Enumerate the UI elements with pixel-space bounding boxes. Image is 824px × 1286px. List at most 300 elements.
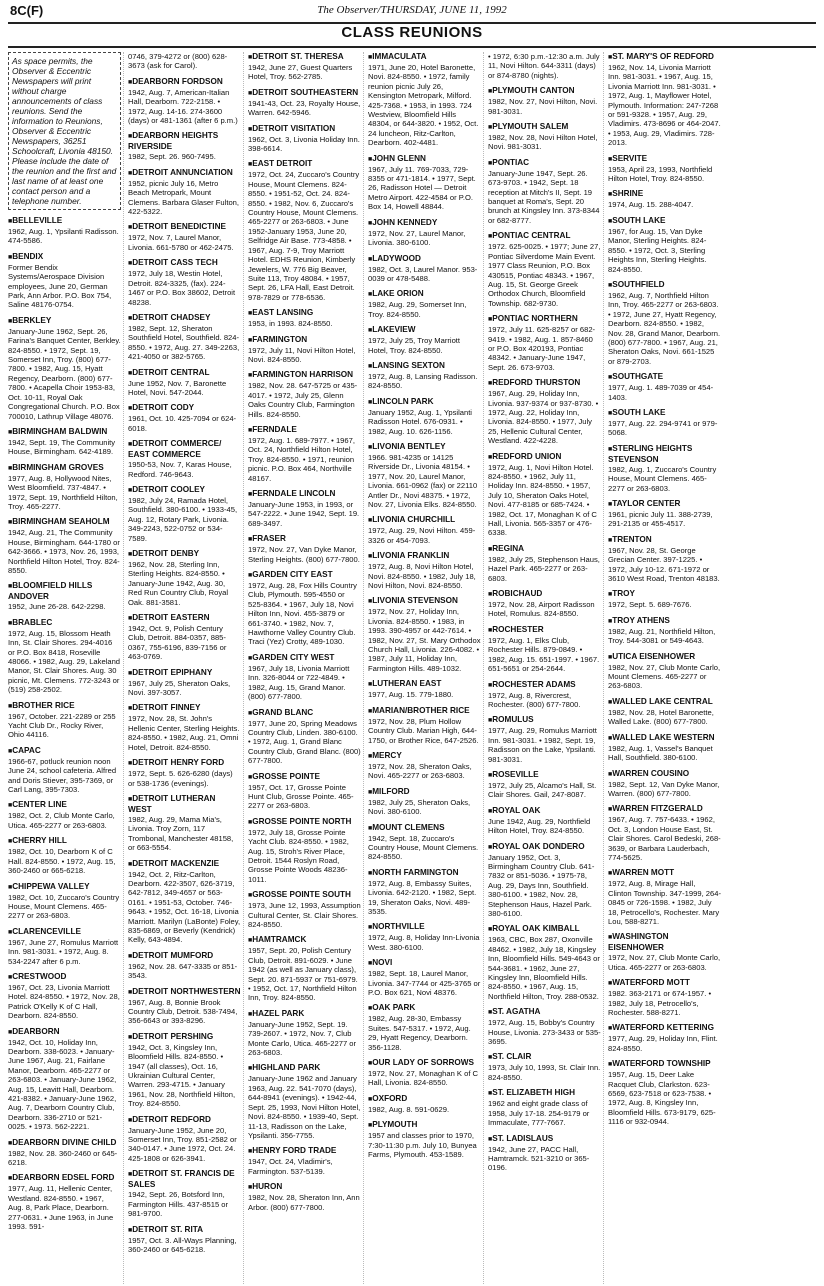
reunion-entry <box>128 168 241 217</box>
school-name: ■ DETROIT ST. RITA <box>128 1225 241 1236</box>
reunion-entry <box>248 425 361 483</box>
reunion-entry <box>488 231 601 308</box>
reunion-entry <box>488 122 601 152</box>
reunion-entry <box>488 806 601 836</box>
reunion-details: January-June 1952, Sept. 19. 739-2607. • 1972, Nov. 7, Club Monte Carlo, Utica. 465-2277 or 263-6803. <box>248 1019 357 1058</box>
column-entries <box>368 52 481 1159</box>
reunion-entry <box>128 758 241 788</box>
reunion-details: 1972, July 11. 625-8257 or 682-9419. • 1982, Aug. 1. 857-8460 or P.O. Box 420193, Pontiac 48342. • January-June 1947, Sept. 26. 673-9703. <box>488 325 596 372</box>
school-name: ■ ROYAL OAK <box>488 806 601 817</box>
school-name: ■ PLYMOUTH SALEM <box>488 122 601 133</box>
reunion-entry <box>128 403 241 433</box>
reunion-entry <box>8 800 121 830</box>
reunion-details: 1972, Aug. 8, Holiday Inn-Livonia West. 380-6100. <box>368 933 480 952</box>
school-name: ■ DEARBORN DIVINE CHILD <box>8 1138 121 1149</box>
school-name: ■ GROSSE POINTE SOUTH <box>248 890 361 901</box>
school-name: ■ WATERFORD TOWNSHIP <box>608 1059 721 1070</box>
reunion-details: 1962 and eight grade class of 1958, July 17-18. 254-9179 or Immaculate, 777-7667. <box>488 1099 590 1128</box>
reunion-entry <box>488 1007 601 1046</box>
reunion-entry <box>8 618 121 695</box>
reunion-details: 1950-53, Nov. 7, Karas House, Redford. 746-9643. <box>128 460 232 479</box>
reunion-entry <box>8 1138 121 1168</box>
reunion-details: 1952, June 26-28. 642-2298. <box>8 602 106 612</box>
reunion-entry <box>8 746 121 795</box>
school-name: ■ MILFORD <box>368 787 481 798</box>
school-name: ■ PONTIAC <box>488 158 601 169</box>
school-name: ■ DEARBORN HEIGHTS RIVERSIDE <box>128 131 241 152</box>
school-name: ■ BIRMINGHAM BALDWIN <box>8 427 121 438</box>
reunion-entry <box>488 314 601 372</box>
school-name: ■ DETROIT MUMFORD <box>128 951 241 962</box>
reunion-details: 1967, for Aug. 15, Van Dyke Manor, Sterling Heights. 824-8550. • 1972, Oct. 3, Sterling Heights Inn, Sterling Heights. 824-8550. <box>608 226 707 274</box>
reunion-details: 1966. 981-4235 or 14125 Riverside Dr., Livonia 48154. • 1977, Nov. 20, Laurel Manor, Livonia. 661-0962 (fax) or 22110 Antler Dr., Novi 48375. • 1972, Nov. 27, Livonia Elks. 824-8550. <box>368 452 478 509</box>
reunion-details: 1982, Oct. 2, Club Monte Carlo, Utica. 465-2277 or 263-6803. <box>8 811 115 830</box>
school-name: ■ SOUTH LAKE <box>608 408 721 419</box>
reunion-entry <box>128 703 241 752</box>
school-name: ■ CHERRY HILL <box>8 836 121 847</box>
reunion-entry <box>128 1032 241 1109</box>
school-name: ■ NORTH FARMINGTON <box>368 868 481 879</box>
dateline: The Observer/THURSDAY, JUNE 11, 1992 <box>317 4 507 16</box>
reunion-details: 1982, Nov. 27, Novi Hilton, Novi. 981-3031. <box>488 97 598 116</box>
school-name: ■ EAST DETROIT <box>248 159 361 170</box>
reunion-details: 1982, Sept. 12, Van Dyke Manor, Warren. (800) 677-7800. <box>608 779 720 798</box>
reunion-details: • 1972, 6:30 p.m.-12:30 a.m. July 11, Novi Hilton. 644-3311 (days) or 874-8780 (nights). <box>488 52 600 80</box>
reunion-details: January 1952, Oct. 3, Birmingham Country Club. 641-7832 or 851-5036. • 1975-78, Aug. 29, Days Inn, Southfield. 380-6100. • 1982, Nov. 28, Stephenson Haus, Hazel Park. 380-6100. <box>488 852 595 918</box>
school-name: ■ DEARBORN <box>8 1027 121 1038</box>
school-name: ■ DETROIT HENRY FORD <box>128 758 241 769</box>
reunion-details: 1982, Nov. 28, Novi Hilton Hotel, Novi. 981-3031. <box>488 133 598 152</box>
reunion-details: 1982, Oct. 10, Zuccaro's Country House, Mount Clemens. 465-2277 or 263-6803. <box>8 892 120 921</box>
reunion-details: January-June 1953, in 1993, or 547-2222. • June 1942, Sept. 19. 689-3497. <box>248 500 360 528</box>
school-name: ■ DETROIT ST. THERESA <box>248 52 361 63</box>
reunion-entry <box>128 613 241 662</box>
school-name: ■ NOVI <box>368 958 481 969</box>
reunion-details: 1972, Nov. 27, Holiday Inn, Livonia. 824-8550. • 1983, in 1993. 390-4957 or 442-7614. • 1982, Nov. 27, St. Mary Orthodox Church Hall, Livonia. 226-4082. • 1987, July 11, Holiday Inn, Farmington Hills. 489-1032. <box>368 607 481 673</box>
reunion-entry <box>368 596 481 673</box>
reunion-entry <box>248 1182 361 1212</box>
school-name: ■ PONTIAC CENTRAL <box>488 231 601 242</box>
reunion-details: 1942, Aug. 21, The Community House, Birmingham. 644-1780 or 642-3666. • 1973, Nov. 26, 1993, Northfield Hilton Hotel, Troy. 824-8550. <box>8 528 120 575</box>
reunion-entry <box>8 581 121 611</box>
school-name: ■ NORTHVILLE <box>368 922 481 933</box>
school-name: ■ LIVONIA BENTLEY <box>368 442 481 453</box>
reunion-details: 1972, Nov. 7, Laurel Manor, Livonia. 661-5780 or 462-2475. <box>128 233 234 252</box>
reunion-entry <box>368 1058 481 1088</box>
school-name: ■ CRESTWOOD <box>8 972 121 983</box>
reunion-entry <box>488 680 601 710</box>
school-name: ■ CHIPPEWA VALLEY <box>8 882 121 893</box>
reunion-entry <box>608 769 721 799</box>
reunion-details: 1977, Aug. 22. 294-9741 or 979-5068. <box>608 418 718 438</box>
school-name: ■ DETROIT CENTRAL <box>128 368 241 379</box>
reunion-details: 1977, Aug. 29, Romulus Marriott Inn. 981-3031. • 1982, Sept. 19, Radisson on the Lake, Ypsilanti. 981-3031. <box>488 726 597 764</box>
reunion-details: 1962, Oct. 3, Livonia Holiday Inn. 398-6614. <box>248 134 360 154</box>
reunion-entry <box>608 216 721 274</box>
reunion-details: 1973, July 10, 1993, St. Clair Inn. 824-8550. <box>488 1063 601 1082</box>
reunion-entry <box>128 549 241 607</box>
school-name: ■ LIVONIA STEVENSON <box>368 596 481 607</box>
column-entries <box>8 216 121 1231</box>
reunion-details: 1941-43, Oct. 23, Royalty House, Warren. 642-5946. <box>248 98 361 118</box>
reunion-details: 1982, Nov. 28, Hotel Baronette, Walled Lake. (800) 677-7800. <box>608 707 714 727</box>
school-name: ■ TRENTON <box>608 535 721 546</box>
reunion-details: 1972, Nov. 28, Airport Radisson Hotel, Romulus. 824-8550. <box>488 600 595 619</box>
school-name: ■ DETROIT COMMERCE/ EAST COMMERCE <box>128 439 241 460</box>
section-title: CLASS REUNIONS <box>341 24 483 41</box>
reunion-entry <box>608 978 721 1017</box>
reunion-entry <box>248 935 361 1002</box>
reunion-entry <box>368 1003 481 1052</box>
reunion-entry <box>368 823 481 862</box>
masthead <box>8 0 816 24</box>
school-name: ■ SHRINE <box>608 189 721 200</box>
reunion-entry <box>8 836 121 875</box>
reunion-entry <box>248 817 361 884</box>
reunion-entry <box>608 652 721 691</box>
reunion-entry <box>8 252 121 310</box>
school-name: ■ OXFORD <box>368 1094 481 1105</box>
reunion-entry <box>488 378 601 445</box>
reunion-details: 1972, Aug. 8, Embassy Suites, Livonia. 642-2120. • 1982, Sept. 19, Sheraton Oaks, Novi. 489-3535. <box>368 878 477 916</box>
school-name: ■ FARMINGTON HARRISON <box>248 370 361 381</box>
reunion-details: 1967, Nov. 28, St. George Grecian Center. 397-1225. • 1972, July 10-12. 671-1972 or 3610 West Road, Trenton 48183. <box>608 545 720 584</box>
school-name: ■ PLYMOUTH <box>368 1120 481 1131</box>
reunion-entry <box>248 88 361 118</box>
school-name: ■ WASHINGTON EISENHOWER <box>608 932 721 953</box>
reunion-details: 1972, Sept. 5. 626-6280 (days) or 538-1736 (evenings). <box>128 769 233 788</box>
reunion-details: 1972, Aug. 8, Mirage Hall, Clinton Township. 347-1999, 264-0845 or 726-1598. • 1982, July 18, Petrocello's, Rochester. Mary Lou, 588-8271. <box>608 879 721 926</box>
reunion-details: 1962, Nov. 28, Sterling Inn, Sterling Heights. 824-8550. • January-June 1942, Aug. 30, Red Run Country Club, Royal Oak. 881-3581. <box>128 560 229 607</box>
school-name: ■ ROMULUS <box>488 715 601 726</box>
reunion-entry <box>248 335 361 365</box>
reunion-entry <box>608 280 721 366</box>
school-name: ■ WALLED LAKE CENTRAL <box>608 697 721 708</box>
reunion-details: 1967, July 11. 769-7033, 729-8355 or 471-1814. • 1977, Sept. 26, Radisson Hotel — Detroit Metro Airport. 422-4584 or P.O. Box 14, Howell 48844. <box>368 164 476 212</box>
column-entries <box>248 52 361 1212</box>
reunion-details: 1972, Aug. 8, Lansing Radisson. 824-8550. <box>368 371 478 391</box>
reunion-entry <box>248 308 361 328</box>
reunion-entry <box>488 86 601 116</box>
reunion-details: 1972, Nov. 27, Van Dyke Manor, Sterling Heights. (800) 677-7800. <box>248 545 360 564</box>
reunion-details: 1957 and classes prior to 1970, 7:30-11:30 p.m. July 10, Bunyea Farms, Plymouth. 453-1589. <box>368 1131 477 1160</box>
school-name: ■ LINCOLN PARK <box>368 397 481 408</box>
reunion-details: 1982, Oct. 3, Laurel Manor. 953-0039 or 478-5488. <box>368 264 478 283</box>
school-name: ■ WALLED LAKE WESTERN <box>608 733 721 744</box>
reunion-details: 1972, Nov. 28, Plum Hollow Country Club. Marian High, 644-1750, or Brother Rice, 647-2526. <box>368 716 479 745</box>
reunion-entry <box>8 1173 121 1231</box>
reunion-details: 1977, Aug. 29, Holiday Inn, Flint. 824-8550. <box>608 1034 718 1053</box>
reunion-entry <box>128 485 241 543</box>
reunion-details: 1972. 625-0025. • 1977; June 27, Pontiac Silverdome Main Event. 1977 Class Reunion, P.O. Box 430515, Pontiac 48343. • 1967, Aug. 15, St. George Greek Orthodox Church, Bloomfield Township. 682-9730. <box>488 242 601 308</box>
reunion-details: 1942, Sept. 26, Botsford Inn, Farmington Hills. 437-8515 or 981-9700. <box>128 1190 229 1219</box>
school-name: ■ BENDIX <box>8 252 121 263</box>
school-name: ■ FRASER <box>248 534 361 545</box>
reunion-details: 1982, July 24, Ramada Hotel, Southfield. 380-6100. • 1933-45, Aug. 12, Rotary Park, Livonia. 349-2243, 522-0752 or 534-7589. <box>128 495 238 543</box>
reunion-entry <box>128 1169 241 1218</box>
reunion-entry <box>488 544 601 583</box>
school-name: ■ IMMACULATA <box>368 52 481 63</box>
school-name: ■ GROSSE POINTE NORTH <box>248 817 361 828</box>
column-entries <box>128 52 241 1254</box>
reunion-details: 1972, Nov. 28, Sheraton Oaks, Novi. 465-2277 or 263-6803. <box>368 761 472 781</box>
reunion-details: 1967, Aug. 7. 757-6433. • 1962, Oct. 3, London House East, St. Clair Shores. Carol Bedeski, 268-3639, or Barbara Lauderbach, 774-5625. <box>608 815 721 862</box>
reunion-details: 1942, June 27, PACC Hall, Hamtramck. 521-3210 or 365-0196. <box>488 1144 590 1173</box>
reunion-details: 1982, Sept. 18, Laurel Manor, Livonia. 347-7744 or 425-3765 or P.O. Box 621, Novi 48376. <box>368 969 481 997</box>
reunion-entry <box>248 1063 361 1140</box>
reunion-details: 1957, Sept. 20, Polish Century Club, Detroit. 891-6029. • June 1942 (as well as January class), Sept. 20. 871-5937 or 751-6979. • 1952, Oct. 17, Northfield Hilton Inn, Troy. 824-8550. <box>248 946 358 1003</box>
school-name: ■ SOUTHGATE <box>608 372 721 383</box>
school-name: ■ DETROIT DENBY <box>128 549 241 560</box>
reunion-details: 1942, Oct. 10, Holiday Inn, Dearborn. 338-6023. • January-June 1967, Aug. 21, Fairlane Manor, Dearborn. 465-2277 or 263-6803. • January-June 1962, Aug. 15, Leavitt Hall, Dearborn. 421-8382. • January-June 1962, Aug. 7, Dearborn Country Club, Dearborn. 336-2710 or 521-0025. • 1973. 562-2221. <box>8 1037 117 1132</box>
reunion-details: 1972, Oct. 24, Zuccaro's Country House, Mount Clemens. 824-8550. • 1951-52, Oct. 24. 824-8550. • 1982, Nov. 6, Zuccaro's Country House, Mount Clemens. 465-2277 or 263-6803. • June 1952-January 1953, June 20, Selfridge Air Base. 773-4858. • 1967, Aug. 7-9, Troy Marriott Hotel. EDHS Reunion, Kimberly Jewelers, W. 776 Big Beaver, Suite 113, Troy 48084. • 1957, Sept. 26, LFA Hall, East Detroit. 978-7829 or 778-6536. <box>248 170 360 302</box>
school-name: ■ WARREN MOTT <box>608 868 721 879</box>
reunion-details: 1982, Nov. 28. 360-2460 or 645-6218. <box>8 1148 118 1168</box>
reunion-entry <box>248 124 361 154</box>
school-name: ■ REGINA <box>488 544 601 555</box>
reunion-details: 1977, Aug. 15. 779-1880. <box>368 690 454 700</box>
school-name: ■ ROCHESTER ADAMS <box>488 680 601 691</box>
reunion-entry <box>368 218 481 248</box>
reunion-details: 1942, Sept. 18, Zuccaro's Country House, Mount Clemens. 824-8550. <box>368 833 479 862</box>
reunion-entry <box>128 77 241 126</box>
school-name: ■ ROCHESTER <box>488 625 601 636</box>
reunion-details: 1982, Sept. 26. 960-7495. <box>128 152 216 162</box>
reunion-entry <box>368 751 481 781</box>
reunion-details: 1972, Aug. 8, Rivercrest, Rochester. (800) 677-7800. <box>488 690 581 709</box>
school-name: ■ DETROIT SOUTHEASTERN <box>248 88 361 99</box>
header-rule <box>8 46 816 48</box>
reunion-entry <box>248 653 361 702</box>
reunion-entry <box>608 372 721 402</box>
school-name: ■ PLYMOUTH CANTON <box>488 86 601 97</box>
reunion-details: 1972, Aug. 1, Elks Club, Rochester Hills. 879-0849. • 1982, Aug. 15. 651-1997. • 1967. 651-5651 or 254-2644. <box>488 635 600 674</box>
school-name: ■ OUR LADY OF SORROWS <box>368 1058 481 1069</box>
reunion-details: 1957, Aug. 15, Deer Lake Racquet Club, Clarkston. 623-6569, 623-7518 or 623-7538. • 1972, Aug. 8, Kingsley Inn, Bloomfield Hills. 673-9179, 625-1116 or 932-0944. <box>608 1070 716 1127</box>
reunion-entry <box>488 1134 601 1173</box>
reunion-details: 1972, Aug. 1. 689-7977. • 1967, Oct. 24, Northfield Hilton Hotel, Troy. 824-8550. • 1971, reunion picnic. P.O. Box 464, Northville 48167. <box>248 435 355 483</box>
school-name: ■ ST. CLAIR <box>488 1052 601 1063</box>
reunion-details: January-June 1947, Sept. 26. 673-9703. • 1942, Sept. 18 reception at Mitch's II, Sept. 19 banquet at Roma's, Sept. 20 brunch at Kingsley Inn. 373-8344 or 682-8777. <box>488 168 600 225</box>
reunion-entry <box>248 159 361 302</box>
reunion-entry <box>8 1027 121 1132</box>
school-name: ■ BIRMINGHAM SEAHOLM <box>8 517 121 528</box>
reunion-details: 1982, Nov. 28. 647-5725 or 435-4017. • 1972, July 25, Glenn Oaks Country Club, Farmington Hills. 824-8550. <box>248 381 358 419</box>
page-number: 8C(F) <box>10 3 44 18</box>
reunion-details: 1962, Nov. 28. 647-3335 or 851-3543. <box>128 961 238 981</box>
school-name: ■ LAKE ORION <box>368 289 481 300</box>
school-name: ■ DETROIT ANNUNCIATION <box>128 168 241 179</box>
school-name: ■ JOHN KENNEDY <box>368 218 481 229</box>
reunion-details: 1972, July 18, Westin Hotel, Detroit. 824-3325, (fax). 224-1467 or P.O. Box 38602, Detroit 48238. <box>128 269 236 307</box>
reunion-entry <box>128 951 241 981</box>
reunion-details: 1947, Oct. 24, Vladimir's, Farmington. 537-5139. <box>248 1157 333 1176</box>
school-name: ■ HAMTRAMCK <box>248 935 361 946</box>
reunion-entry <box>368 922 481 952</box>
school-name: ■ GRAND BLANC <box>248 708 361 719</box>
school-name: ■ BIRMINGHAM GROVES <box>8 463 121 474</box>
reunion-entry <box>128 52 241 71</box>
reunion-entry <box>368 289 481 319</box>
school-name: ■ STERLING HEIGHTS STEVENSON <box>608 444 721 465</box>
reunion-entry <box>248 534 361 564</box>
reunion-details: 1972, Aug. 15, Blossom Heath Inn, St. Clair Shores. 294-4016 or P.O. Box 8418, Roseville 48066. • 1982, Aug. 29, Lakeland Manor, St. Clair Shores. Aug. 30 picnic, Mt. Clemens. 772-3243 or (519) 258-2502. <box>8 628 121 695</box>
reunion-details: 1957, Oct. 17, Grosse Pointe Hunt Club, Grosse Pointe. 465-2277 or 263-6803. <box>248 782 354 811</box>
reunion-details: 1972, July 11, Novi Hilton Hotel, Novi. 824-8550. <box>248 345 356 364</box>
reunion-entry <box>488 842 601 919</box>
school-name: ■ UTICA EISENHOWER <box>608 652 721 663</box>
school-name: ■ MARIAN/BROTHER RICE <box>368 706 481 717</box>
school-name: ■ SERVITE <box>608 154 721 165</box>
reunion-details: January-June 1952, June 20, Somerset Inn, Troy. 851-2582 or 340-0147. • June 1972, Oct. 24. 425-1808 or 626-3941. <box>128 1125 237 1163</box>
school-name: ■ DETROIT VISITATION <box>248 124 361 135</box>
reunion-entry <box>248 1146 361 1176</box>
reunion-details: 1977, June 20, Spring Meadows Country Club, Linden. 380-6100. • 1972, Aug. 1, Grand Blanc Country Club, Grand Blanc. (800) 677-7800. <box>248 718 361 766</box>
reunion-details: January 1952, Aug. 1, Ypsilanti Radisson Hotel. 676-0931. • 1982, Aug. 10. 626-1156. <box>368 407 472 436</box>
reunion-details: 1972, Nov. 27, Laurel Manor, Livonia. 380-6100. <box>368 228 466 248</box>
reunion-entry <box>248 570 361 647</box>
reunion-details: 1962, Aug. 1, Ypsilanti Radisson. 474-5586. <box>8 227 119 246</box>
reunion-details: 1972, July 18, Grosse Pointe Yacht Club. 824-8550. • 1982, Aug. 15, Stroh's River Place, Detroit. 1544 Roslyn Road, Grosse Pointe Woods 48236-1011. <box>248 827 349 884</box>
reunion-entry <box>128 987 241 1026</box>
reunion-entry <box>368 515 481 545</box>
reunion-entry <box>488 158 601 225</box>
reunion-details: 1982, Aug. 29, Mama Mia's, Livonia. Troy Zorn, 117 Trombonal, Manchester 48158, or 663-5554. <box>128 814 234 853</box>
reunion-entry <box>128 368 241 398</box>
school-name: ■ JOHN GLENN <box>368 154 481 165</box>
reunion-details: 1974, Aug. 15. 288-4047. <box>608 200 694 210</box>
school-name: ■ MOUNT CLEMENS <box>368 823 481 834</box>
school-name: ■ GARDEN CITY WEST <box>248 653 361 664</box>
reunion-entry <box>608 1059 721 1126</box>
reunion-details: 1961, Oct. 10. 425-7094 or 624-6018. <box>128 414 237 433</box>
reunion-details: 1942, June 27, Guest Quarters Hotel, Troy. 562-2785. <box>248 63 353 82</box>
reunion-entry <box>608 189 721 209</box>
column-entries <box>488 52 601 1173</box>
school-name: ■ DEARBORN EDSEL FORD <box>8 1173 121 1184</box>
reunion-details: 1967, Oct. 23, Livonia Marriott Hotel. 824-8550. • 1972, Nov. 28, Patrick O'Kelly K of C Hall, Dearborn. 824-8550. <box>8 982 120 1021</box>
school-name: ■ DETROIT EPIPHANY <box>128 668 241 679</box>
reunion-entry <box>248 890 361 929</box>
school-name: ■ TROY <box>608 589 721 600</box>
reunion-details: 1972, Aug. 29, Novi Hilton. 459-3326 or 454-7093. <box>368 526 476 545</box>
reunion-details: 1971, June 20, Hotel Baronette, Novi. 824-8550. • 1972, family reunion picnic July 26, Kensington Metropark, Milford. 425-7368. • 1953, in 1993. 724 Westview, Bloomfield Hills 48304, or 644-3820. • 1952, Oct. 24 luncheon, Ritz-Carlton, Dearborn. 402-4481. <box>368 63 479 148</box>
reunion-entry <box>8 701 121 740</box>
reunion-entry <box>8 972 121 1021</box>
reunion-entry <box>488 924 601 1001</box>
reunion-entry <box>368 679 481 699</box>
reunion-details: 1982, Sept. 12, Sheraton Southfield Hotel, Southfield. 824-8550. • 1972, Aug. 27. 349-2263, 421-4050 or 382-5765. <box>128 323 240 362</box>
school-name: ■ DETROIT COOLEY <box>128 485 241 496</box>
school-name: ■ GARDEN CITY EAST <box>248 570 361 581</box>
reunion-entry <box>128 668 241 698</box>
reunion-details: 1982, Aug. 29, Somerset Inn, Troy. 824-8550. <box>368 300 467 319</box>
reunion-entry <box>608 52 721 148</box>
reunion-details: 1977, Aug. 8, Hollywood Nites, West Bloomfield. 737-4847. • 1972, Sept. 19, Northfield Hilton, Troy. 465-2277. <box>8 473 118 511</box>
reunion-entry <box>608 1023 721 1053</box>
reunion-entry <box>368 787 481 817</box>
reunion-entry <box>128 794 241 853</box>
reunion-entry <box>488 589 601 619</box>
school-name: ■ HENRY FORD TRADE <box>248 1146 361 1157</box>
reunion-details: 1942, Sept. 19, The Community House, Birmingham. 642-4189. <box>8 437 116 457</box>
reunion-entry <box>488 770 601 800</box>
reunion-details: 1967, July 18, Livonia Marriott Inn. 326-8044 or 722-4849. • 1982, Aug. 15, Grand Manor. (800) 677-7800. <box>248 663 350 702</box>
school-name: ■ LIVONIA FRANKLIN <box>368 551 481 562</box>
reunion-entry <box>608 535 721 584</box>
reunion-entry <box>368 325 481 355</box>
reunion-entry <box>128 131 241 161</box>
school-name: ■ ROBICHAUD <box>488 589 601 600</box>
reunion-entry <box>368 706 481 745</box>
school-name: ■ LIVONIA CHURCHILL <box>368 515 481 526</box>
school-name: ■ CENTER LINE <box>8 800 121 811</box>
reunion-details: 1962, Aug. 7, Northfield Hilton Inn, Troy. 465-2277 or 263-6803. • 1972, June 27, Hyatt Regency, Dearborn. 824-8550. • 1982, Nov. 28, Grand Manor, Dearborn. (800) 677-7800. • 1967, Aug. 21, Sheraton Oaks, Novi. 661-1525 or 879-2703. <box>608 290 721 366</box>
intro-box: As space permits, the Observer & Eccentric Newspapers will print without charge announcements of class reunions. Send the information to Reunions, Observer & Eccentric Newspapers, 36251 Schoolcraft, Livonia 48150. Please include the date of the reunion and the first and last name of at least one contact person and a telephone number. <box>8 52 121 210</box>
reunion-details: 1982, Aug. 1, Vassel's Banquet Hall, Southfield. 380-6100. <box>608 743 713 763</box>
column-4 <box>368 52 484 1284</box>
reunion-entry <box>8 517 121 575</box>
reunion-entry <box>608 733 721 763</box>
reunion-entry <box>128 258 241 307</box>
school-name: ■ ST. ELIZABETH HIGH <box>488 1088 601 1099</box>
reunion-details: 1961, picnic July 11. 388-2739, 291-2135 or 455-4517. <box>608 510 713 529</box>
reunion-details: 1967, June 27, Romulus Marriott Inn. 981-3031. • 1972, Aug. 8. 534-2247 after 6 p.m. <box>8 937 119 966</box>
reunion-details: 1953, in 1993. 824-8550. <box>248 319 333 329</box>
school-name: ■ PONTIAC NORTHERN <box>488 314 601 325</box>
school-name: ■ LUTHERAN EAST <box>368 679 481 690</box>
school-name: ■ BERKLEY <box>8 316 121 327</box>
reunion-details: 1942, Oct. 3, Kingsley Inn, Bloomfield Hills. 824-8550. • 1947 (all classes), Oct. 16, Ukrainian Cultural Center, Warren. 293-4715. • January 1961, Nov. 28, Northfield Hilton, Troy. 824-8550. <box>128 1042 236 1109</box>
school-name: ■ LANSING SEXTON <box>368 361 481 372</box>
school-name: ■ DETROIT LUTHERAN WEST <box>128 794 241 815</box>
reunion-entry <box>128 439 241 479</box>
school-name: ■ FARMINGTON <box>248 335 361 346</box>
reunion-details: 1953, April 23, 1993, Northfield Hilton Hotel, Troy. 824-8550. <box>608 164 713 184</box>
reunion-entry <box>488 52 601 80</box>
school-name: ■ FERNDALE LINCOLN <box>248 489 361 500</box>
school-name: ■ TROY ATHENS <box>608 616 721 627</box>
reunion-entry <box>8 927 121 966</box>
column-1 <box>8 52 124 1284</box>
reunion-details: 1982, Aug. 21, Northfield Hilton, Troy. 544-3081 or 549-4643. <box>608 626 716 646</box>
reunion-details: 1977, Aug. 1. 489-7039 or 454-1403. <box>608 383 714 402</box>
school-name: ■ ST. LADISLAUS <box>488 1134 601 1145</box>
school-name: ■ WARREN FITZGERALD <box>608 804 721 815</box>
school-name: ■ ROSEVILLE <box>488 770 601 781</box>
school-name: ■ TAYLOR CENTER <box>608 499 721 510</box>
school-name: ■ EAST LANSING <box>248 308 361 319</box>
school-name: ■ DETROIT BENEDICTINE <box>128 222 241 233</box>
school-name: ■ DETROIT REDFORD <box>128 1115 241 1126</box>
reunion-details: 1962, Nov. 14, Livonia Marriott Inn. 981-3031. • 1967, Aug. 15, Livonia Marriott Inn. 981-3031. • 1972, Aug. 1, Mayflower Hotel, Plymouth. Information: 247-7268 or 591-9328. • 1957, Aug. 29, Vladimirs. 473-8696 or 464-2047. • 1953, Aug. 29, Vladimirs. 728-2013. <box>608 63 721 148</box>
reunion-details: 1982, Aug. 8. 591-0629. <box>368 1104 450 1114</box>
school-name: ■ DETROIT ST. FRANCIS DE SALES <box>128 1169 241 1190</box>
reunion-details: 1942, Oct. 9, Polish Century Club, Detroit. 884-0357, 885-0367, 755-6196, 839-7156 or 463-0769. <box>128 624 227 662</box>
reunion-entry <box>488 625 601 674</box>
reunion-entry <box>488 452 601 538</box>
reunion-details: 1973, June 12, 1993, Assumption Cultural Center, St. Clair Shores. 824-8550. <box>248 901 361 929</box>
school-name: ■ OAK PARK <box>368 1003 481 1014</box>
school-name: ■ ST. MARY'S OF REDFORD <box>608 52 721 63</box>
reunion-entry <box>368 154 481 212</box>
reunion-entry <box>8 316 121 421</box>
reunion-entry <box>608 932 721 972</box>
reunion-details: 1957, Oct. 3. All-Ways Planning, 360-2460 or 645-6218. <box>128 1235 237 1254</box>
reunion-entry <box>128 1225 241 1255</box>
reunion-entry <box>368 1094 481 1114</box>
school-name: ■ LADYWOOD <box>368 254 481 265</box>
